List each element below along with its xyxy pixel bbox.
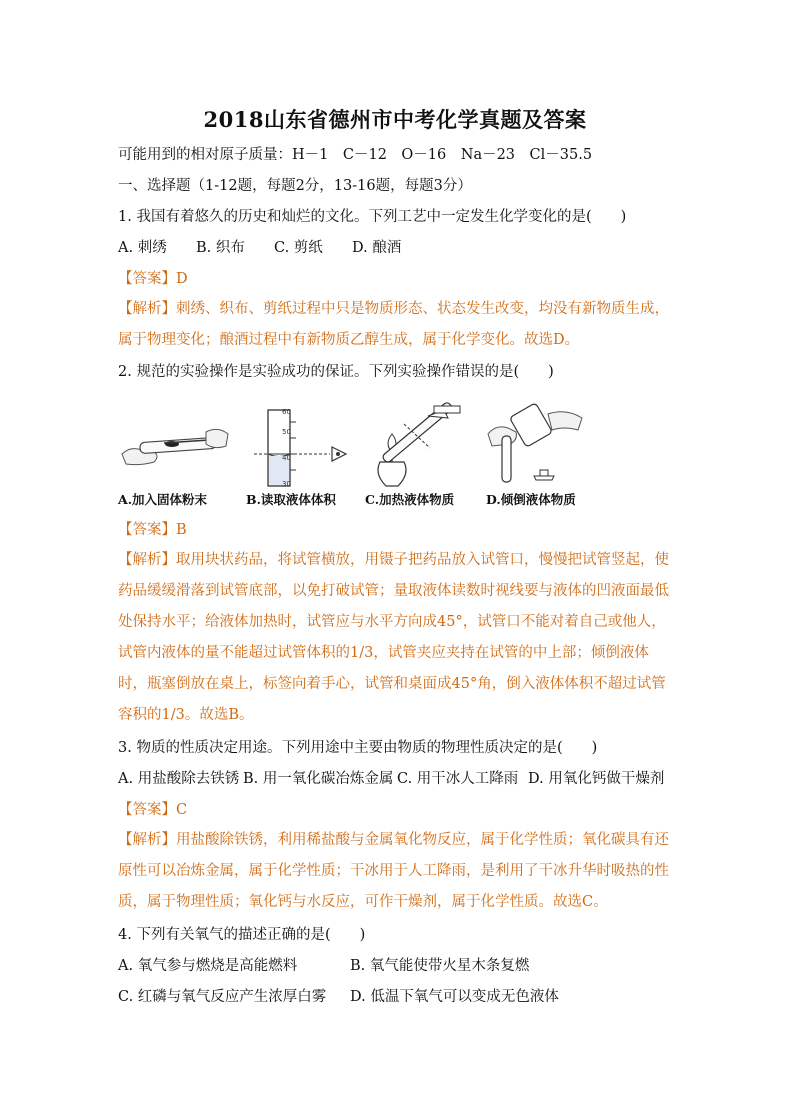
- q3-option-b: B. 用一氧化碳冶炼金属: [243, 771, 394, 787]
- answer-tag: 【答案】: [118, 522, 176, 538]
- figure-caption-d: D.倾倒液体物质: [486, 492, 576, 507]
- answer-value: C: [176, 802, 188, 818]
- answer-value: D: [176, 271, 188, 287]
- q2-answer: [118, 520, 187, 540]
- figure-caption-b: B.读取液体体积: [246, 492, 336, 507]
- q1-option-b: B. 织布: [196, 240, 245, 256]
- q1-option-a: A. 刺绣: [118, 240, 167, 256]
- pouring-bottle-icon: [486, 404, 596, 488]
- q2-figure: [118, 404, 598, 512]
- analysis-text: 刺绣、织布、剪纸过程中只是物质形态、状态发生改变，均没有新物质生成，属于物理变化；酿酒过程中有新物质乙醇生成，属于化学变化。故选D。: [118, 301, 669, 348]
- q3-answer: [118, 800, 187, 820]
- q4-option-c: C. 红磷与氧气反应产生浓厚白雾: [118, 989, 327, 1005]
- figure-caption-c: C.加热液体物质: [365, 492, 455, 507]
- q3-stem: 3. 物质的性质决定用途。下列用途中主要由物质的物理性质决定的是( ): [118, 740, 598, 756]
- analysis-text: 取用块状药品，将试管横放，用镊子把药品放入试管口，慢慢把试管竖起，使药品缓缓滑落到试管底部，以免打破试管；量取液体读数时视线要与液体的凹液面最低处保持水平；给液体加热时，试管应与水平方向成45°，试管口不能对着自己或他人，试管内液体的量不能超过试管体积的1/3，试管夹应夹持在试管的中上部；倾倒液体时，瓶塞倒放在桌上，标签向着手心，试管和桌面成45°角，倒入液体体积不超过试管容积的1/3。故选B。: [118, 552, 669, 723]
- cylinder-tick-40: 40: [282, 454, 291, 462]
- cylinder-tick-50: 50: [282, 428, 291, 436]
- q1-option-c: C. 剪纸: [274, 240, 323, 256]
- q2-stem: 2. 规范的实验操作是实验成功的保证。下列实验操作错误的是( ): [118, 364, 554, 380]
- q2-analysis: [118, 545, 674, 731]
- test-tube-powder-icon: [120, 406, 230, 486]
- alcohol-lamp-heating-icon: [364, 404, 474, 488]
- q1-stem: 1. 我国有着悠久的历史和灿烂的文化。下列工艺中一定发生化学变化的是( ): [118, 209, 627, 225]
- q3-option-d: D. 用氧化钙做干燥剂: [528, 771, 665, 787]
- q3-option-a: A. 用盐酸除去铁锈: [118, 771, 240, 787]
- figure-caption-a: A.加入固体粉末: [118, 492, 208, 507]
- q4-option-d: D. 低温下氧气可以变成无色液体: [350, 989, 559, 1005]
- analysis-tag: 【解析】: [118, 552, 176, 568]
- page-title: 2018山东省德州市中考化学真题及答案: [203, 107, 587, 132]
- analysis-tag: 【解析】: [118, 301, 176, 317]
- q4-option-a: A. 氧气参与燃烧是高能燃料: [118, 958, 298, 974]
- cylinder-tick-30: 30: [282, 480, 291, 488]
- q4-option-b: B. 氧气能使带火星木条复燃: [350, 958, 530, 974]
- q1-analysis: [118, 294, 674, 356]
- q3-analysis: [118, 825, 674, 918]
- q1-answer: [118, 269, 188, 289]
- section-heading: 一、选择题（1-12题，每题2分，13-16题，每题3分）: [118, 178, 472, 194]
- q3-option-c: C. 用干冰人工降雨: [397, 771, 519, 787]
- analysis-tag: 【解析】: [118, 832, 176, 848]
- atomic-masses-line: 可能用到的相对原子质量：H－1 C－12 O－16 Na－23 Cl－35.5: [118, 147, 593, 163]
- answer-tag: 【答案】: [118, 271, 176, 287]
- q4-stem: 4. 下列有关氧气的描述正确的是( ): [118, 927, 366, 943]
- answer-tag: 【答案】: [118, 802, 176, 818]
- q1-option-d: D. 酿酒: [352, 240, 402, 256]
- answer-value: B: [176, 522, 187, 538]
- graduated-cylinder-icon: [250, 404, 360, 488]
- cylinder-tick-60: 60: [282, 408, 291, 416]
- analysis-text: 用盐酸除铁锈，利用稀盐酸与金属氧化物反应，属于化学性质；氧化碳具有还原性可以冶炼金属，属于化学性质；干冰用于人工降雨，是利用了干冰升华时吸热的性质，属于物理性质；氧化钙与水反应，可作干燥剂，属于化学性质。故选C。: [118, 832, 669, 910]
